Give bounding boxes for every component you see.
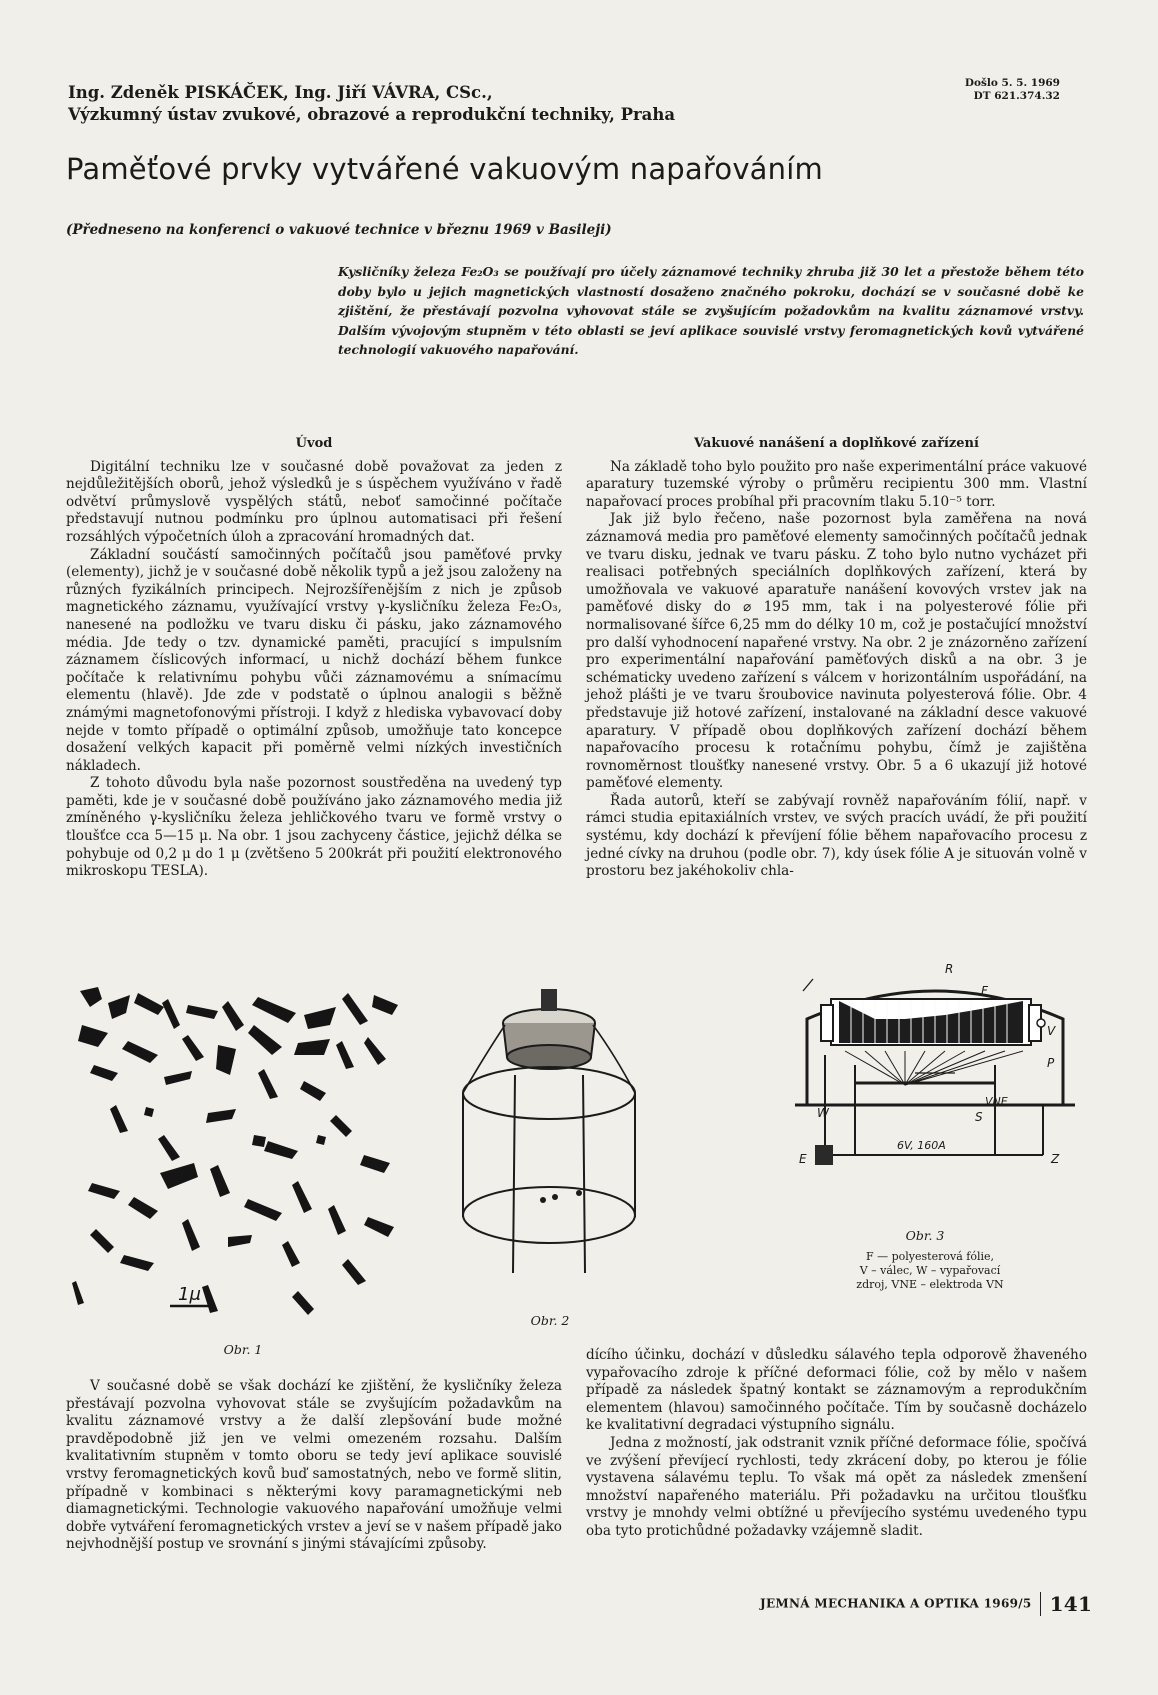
vacuum-paragraph-3: Řada autorů, kteří se zabývají rovněž napařováním fólií, např. v rámci studia epitaxiálních vrstev, ve svých pracích uvádí, že při použití systému, kdy dochází k převíjení fólie během napařovacího procesu z jedné cívky na druhou (podle obr. 7), kdy úsek fólie A je situován volně v prostoru bez jakéhokoliv chla- <box>586 792 1087 880</box>
intro-heading: Úvod <box>295 436 333 451</box>
label-E: E <box>799 1152 807 1166</box>
intro-paragraph-2: Základní součástí samočinných počítačů jsou paměťové prvky (elementy), jichž je v současné době několik typů a jež jsou založeny na různých fyzikálních principech. Nejrozšířenějším z nich je způsob magnetického záznamu, využívající vrstvy γ-kysličníku železa Fe₂O₃, nanesené na podložku ve tvaru disku či pásku, jako záznamového média. Jde tedy o tzv. dynamické paměti, pracující s impulsním záznamem číslicových informací, u nichž dochází během funkce počítače k relativnímu pohybu vůči záznamovému a snímacímu elementu (hlavě). Jde zde v podstatě o úplnou analogii s běžně známými magnetofonovými přístroji. I když z hlediska vybavovací doby nejde v tomto případě o optimální způsob, umožňuje tato koncepce dosažení velkých kapacit při poměrně velmi nízkých investičních nákladech. <box>66 546 562 774</box>
footer-divider <box>1040 1592 1041 1616</box>
label-S: S <box>975 1110 983 1124</box>
figure-2-device-photo <box>455 985 645 1305</box>
authors-names: Ing. Zdeněk PISKÁČEK, Ing. Jiří VÁVRA, CSc., <box>68 83 493 102</box>
label-V: V <box>1047 1024 1056 1038</box>
label-Z: Z <box>1051 1152 1060 1166</box>
received-block <box>960 77 1060 103</box>
label-VNE: VNE <box>985 1095 1008 1108</box>
page-footer <box>760 1592 1092 1616</box>
authors-affiliation: Výzkumný ústav zvukové, obrazové a reprodukční techniky, Praha <box>68 105 676 124</box>
figure-1-caption: Obr. 1 <box>223 1342 263 1357</box>
intro-section <box>66 435 562 881</box>
intro-paragraph-4: V současné době se však dochází ke zjištění, že kysličníky železa přestávají pozvolna vyhovovat stále se zvyšujícím požadavkům na kvalitu záznamové vrstvy a že další zlepšování bude možné pravděpodobně již jen ve velmi omezeném rozsahu. Dalším kvalitativním stupněm v tomto oboru se tedy jeví aplikace souvislé vrstvy feromagnetických kovů buď samostatných, nebo ve formě slitin, případně v kombinaci s některými kovy paramagnetickými neb diamagnetickými. Technologie vakuového napařování umožňuje velmi dobře vytváření feromagnetických vrstev a jeví se v našem případě jako nejvhodnější postup ve srovnání s jinými stávajícími způsoby. <box>66 1378 562 1553</box>
article-abstract: Kysličníky železa Fe₂O₃ se používají pro účely záznamové techniky zhruba již 30 let a přestože během této doby bylo u jejich magnetických vlastností dosaženo značného pokroku, dochází se v současné době ke zjištění, že přestávají pozvolna vyhovovat stále se zvyšujícím požadovkům na kvalitu záznamové vrstvy. Dalším vývojovým stupněm v této oblasti se jeví aplikace souvislé vrstvy feromagnetických kovů vytvářené technologií vakuového napařování. <box>338 264 1084 357</box>
intro-continued <box>66 1378 562 1554</box>
dt-classification: DT 621.374.32 <box>973 90 1060 102</box>
vacuum-continued <box>586 1347 1087 1541</box>
label-F: F <box>981 984 988 998</box>
page-number: 141 <box>1049 1592 1093 1616</box>
vacuum-paragraph-2: Jak již bylo řečeno, naše pozornost byla zaměřena na nová záznamová media pro paměťové elementy samočinných počítačů jednak ve tvaru disku, jednak ve tvaru pásku. Z toho bylo nutno vycházet při realisaci potřebných speciálních doplňkových zařízení, která by umožňovala ve vakuové aparatuře nanášení kovových vrstev jak na paměťové disky do ⌀ 195 mm, tak i na polyesterové fólie při normalisované šířce 6,25 mm do délky 10 m, což je postačující množství pro další vyhodnocení napařené vrstvy. Na obr. 2 je znázorněno zařízení pro experimentální napařování paměťových disků a na obr. 3 je schématicky uvedeno zařízení s válcem v horizontálním uspořádání, na jehož plášti je ve tvaru šroubovice navinuta polyesterová fólie. Obr. 4 představuje již hotové zařízení, instalované na základní desce vakuové aparatury. V případě obou doplňkových zařízení dochází během napařovacího procesu k rotačnímu pohybu, čímž je zajištěna rovnoměrnost tloušťky nanesené vrstvy. Obr. 5 a 6 ukazují již hotové paměťové elementy. <box>586 511 1087 792</box>
vacuum-paragraph-5: Jedna z možností, jak odstranit vznik příčné deformace fólie, spočívá ve zvýšení převíjecí rychlosti, tedy zkrácení doby, po kterou je fólie vystavena sálavému teplu. To však má opět za následek zmenšení množství napařeného materiálu. Při požadavku na určitou tloušťku vrstvy je mnohdy velmi obtížné u převíjecího systému uvedeného typu oba tyto protichůdné požadavky vzájemně sladit. <box>586 1434 1087 1539</box>
figure-3-legend-line-2: V – válec, W – vypařovací <box>859 1264 1001 1277</box>
vacuum-heading: Vakuové nanášení a doplňkové zařízení <box>694 436 979 451</box>
scale-label: 1μ <box>178 1284 201 1305</box>
figure-3 <box>785 955 1085 1245</box>
label-R: R <box>945 962 954 976</box>
figure-3-legend-line-3: zdroj, VNE – elektroda VN <box>856 1278 1004 1291</box>
figure-2-caption: Obr. 2 <box>530 1313 570 1328</box>
vacuum-section <box>586 435 1087 881</box>
intro-paragraph-1: Digitální techniku lze v současné době považovat za jeden z nejdůležitějších oborů, jehož výsledků je s úspěchem využíváno v řadě odvětví průmyslově vyspělých států, neboť samočinné počítače představují nutnou podmínku pro úplnou automatisaci při řešení rozsáhlých výpočetních úloh a zpracování hromadných dat. <box>66 458 562 545</box>
label-P: P <box>1047 1056 1055 1070</box>
figure-1-micrograph <box>68 985 418 1330</box>
figure-2 <box>455 985 645 1328</box>
intro-paragraph-3: Z tohoto důvodu byla naše pozornost soustředěna na uvedený typ paměti, kde je v současné době používáno jako záznamového media již zmíněného γ-kysličníku železa jehličkového tvaru ve formě vrstvy o tloušťce cca 5—15 μ. Na obr. 1 jsou zachyceny částice, jejichž délka se pohybuje od 0,2 μ do 1 μ (zvětšeno 5 200krát při použití elektronového mikroskopu TESLA). <box>66 775 562 880</box>
figure-3-legend <box>820 1250 1040 1292</box>
figure-3-legend-line-1: F — polyesterová fólie, <box>866 1250 994 1263</box>
label-W: W <box>817 1106 829 1120</box>
article-subtitle: (Předneseno na konferenci o vakuové technice v březnu 1969 v Basileji) <box>66 222 612 238</box>
vacuum-paragraph-1: Na základě toho bylo použito pro naše experimentální práce vakuové aparatury tuzemské výroby o průměru recipientu 300 mm. Vlastní napařovací proces probíhal při pracovním tlaku 5.10⁻⁵ torr. <box>586 458 1087 510</box>
figure-3-schematic <box>785 955 1085 1230</box>
authors-block <box>68 82 675 126</box>
article-title: Paměťové prvky vytvářené vakuovým napařováním <box>66 152 823 186</box>
figure-1 <box>68 985 418 1357</box>
received-date: Došlo 5. 5. 1969 <box>964 77 1060 89</box>
figure-3-caption: Obr. 3 <box>905 1228 945 1243</box>
label-supply: 6V, 160A <box>897 1139 946 1152</box>
vacuum-paragraph-4: dícího účinku, dochází v důsledku sálavého tepla odporově žhaveného vypařovacího zdroje k příčné deformaci fólie, což by mělo v našem případě za následek špatný kontakt se záznamovým a reprodukčním elementem (hlavou) samočinného počítače. Tím by současně docházelo ke kvalitativní degradaci výstupního signálu. <box>586 1347 1087 1434</box>
journal-name: JEMNÁ MECHANIKA A OPTIKA 1969/5 <box>760 1596 1032 1611</box>
